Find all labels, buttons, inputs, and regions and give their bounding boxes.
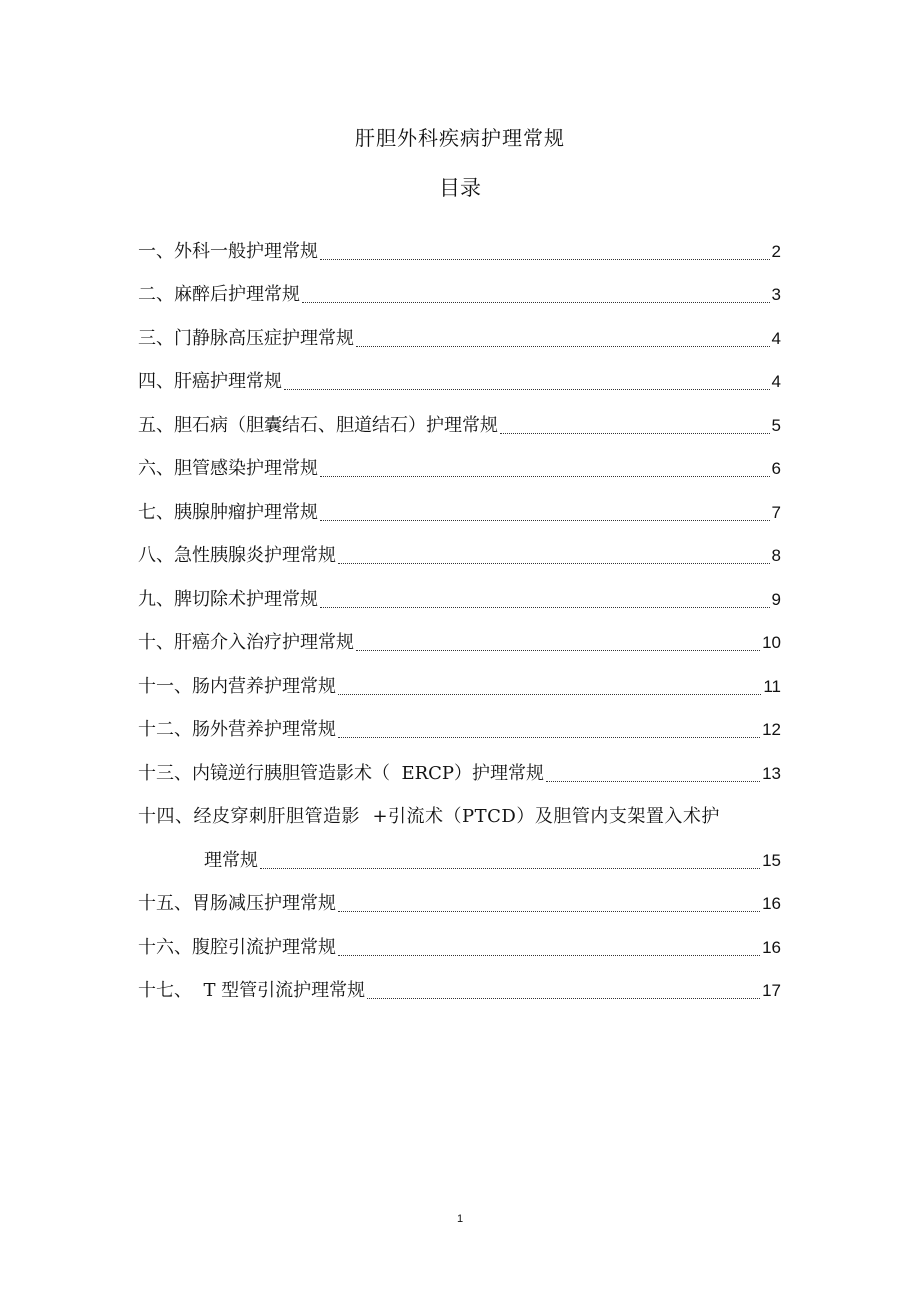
toc-entry-11[interactable] bbox=[138, 656, 781, 700]
toc-entry-9[interactable] bbox=[138, 569, 781, 613]
toc-entry-page: 11 bbox=[763, 676, 781, 696]
dot-leader bbox=[320, 519, 770, 521]
toc-entry-7[interactable] bbox=[138, 482, 781, 526]
dot-leader bbox=[338, 562, 770, 564]
page-number: 1 bbox=[456, 1213, 464, 1225]
toc-entry-label: 二、麻醉后护理常规 bbox=[138, 284, 300, 305]
toc-entry-page: 6 bbox=[771, 459, 781, 478]
toc-entry-14-continuation[interactable] bbox=[138, 830, 781, 874]
toc-entry-16[interactable] bbox=[138, 917, 781, 961]
toc-entry-12[interactable] bbox=[138, 700, 781, 744]
toc-entry-page: 4 bbox=[771, 328, 781, 348]
dot-leader bbox=[367, 997, 760, 999]
dot-leader bbox=[320, 258, 770, 260]
toc-entry-10[interactable] bbox=[138, 613, 781, 657]
toc-entry-4[interactable] bbox=[138, 352, 781, 396]
toc-entry-page: 9 bbox=[771, 589, 781, 609]
dot-leader bbox=[320, 606, 770, 608]
dot-leader bbox=[546, 780, 760, 782]
toc-entry-14[interactable] bbox=[138, 787, 781, 831]
toc-entry-label: 七、胰腺肿瘤护理常规 bbox=[138, 501, 318, 523]
toc-entry-label: 五、胆石病（胆囊结石、胆道结石）护理常规 bbox=[138, 414, 498, 436]
toc-entry-1[interactable] bbox=[138, 221, 781, 265]
dot-leader bbox=[320, 475, 770, 477]
document-title: 肝胆外科疾病护理常规 bbox=[355, 126, 565, 150]
toc-entry-label: 十二、肠外营养护理常规 bbox=[138, 719, 336, 740]
toc-entry-page: 8 bbox=[771, 546, 781, 565]
toc-entry-label: 十、肝癌介入治疗护理常规 bbox=[138, 632, 354, 653]
dot-leader bbox=[338, 910, 760, 912]
toc-entry-page: 2 bbox=[771, 241, 781, 261]
toc-entry-3[interactable] bbox=[138, 308, 781, 352]
toc-entry-15[interactable] bbox=[138, 874, 781, 918]
table-of-contents bbox=[138, 221, 781, 1004]
toc-entry-label: 九、脾切除术护理常规 bbox=[138, 588, 318, 610]
toc-entry-label: 十四、经皮穿刺肝胆管造影 +引流术（PTCD）及胆管内支架置入术护 bbox=[138, 806, 720, 827]
toc-entry-label: 六、胆管感染护理常规 bbox=[138, 458, 318, 479]
toc-entry-label: 八、急性胰腺炎护理常规 bbox=[138, 545, 336, 566]
toc-entry-page: 15 bbox=[762, 850, 781, 870]
toc-heading: 目录 bbox=[439, 176, 481, 200]
dot-leader bbox=[338, 954, 760, 956]
toc-entry-13[interactable] bbox=[138, 743, 781, 787]
toc-entry-page: 3 bbox=[771, 285, 781, 304]
dot-leader bbox=[260, 867, 760, 869]
toc-entry-label: 一、外科一般护理常规 bbox=[138, 240, 318, 262]
toc-entry-label: 十三、内镜逆行胰胆管造影术（ ERCP）护理常规 bbox=[138, 762, 545, 784]
dot-leader bbox=[284, 388, 770, 390]
toc-entry-label: 十一、肠内营养护理常规 bbox=[138, 675, 336, 697]
dot-leader bbox=[500, 432, 770, 434]
dot-leader bbox=[302, 301, 770, 303]
toc-entry-label: 十五、胃肠减压护理常规 bbox=[138, 893, 336, 914]
toc-entry-label: 三、门静脉高压症护理常规 bbox=[138, 327, 354, 349]
toc-entry-label: 十七、 T 型管引流护理常规 bbox=[138, 980, 366, 1001]
toc-entry-6[interactable] bbox=[138, 439, 781, 483]
toc-entry-label-continuation: 理常规 bbox=[204, 849, 258, 871]
toc-entry-2[interactable] bbox=[138, 265, 781, 309]
toc-entry-8[interactable] bbox=[138, 526, 781, 570]
toc-entry-page: 16 bbox=[762, 894, 781, 913]
dot-leader bbox=[338, 736, 760, 738]
toc-entry-page: 10 bbox=[762, 633, 781, 652]
toc-entry-page: 17 bbox=[762, 981, 781, 1000]
toc-entry-page: 13 bbox=[762, 763, 781, 783]
toc-entry-page: 16 bbox=[762, 937, 781, 957]
toc-entry-5[interactable] bbox=[138, 395, 781, 439]
toc-entry-page: 4 bbox=[771, 372, 781, 391]
toc-entry-page: 5 bbox=[771, 415, 781, 435]
dot-leader bbox=[356, 345, 770, 347]
toc-entry-label: 十六、腹腔引流护理常规 bbox=[138, 936, 336, 958]
toc-entry-17[interactable] bbox=[138, 961, 781, 1005]
dot-leader bbox=[356, 649, 760, 651]
toc-entry-label: 四、肝癌护理常规 bbox=[138, 371, 282, 392]
dot-leader bbox=[338, 693, 761, 695]
toc-entry-page: 7 bbox=[771, 502, 781, 522]
toc-entry-page: 12 bbox=[762, 720, 781, 739]
